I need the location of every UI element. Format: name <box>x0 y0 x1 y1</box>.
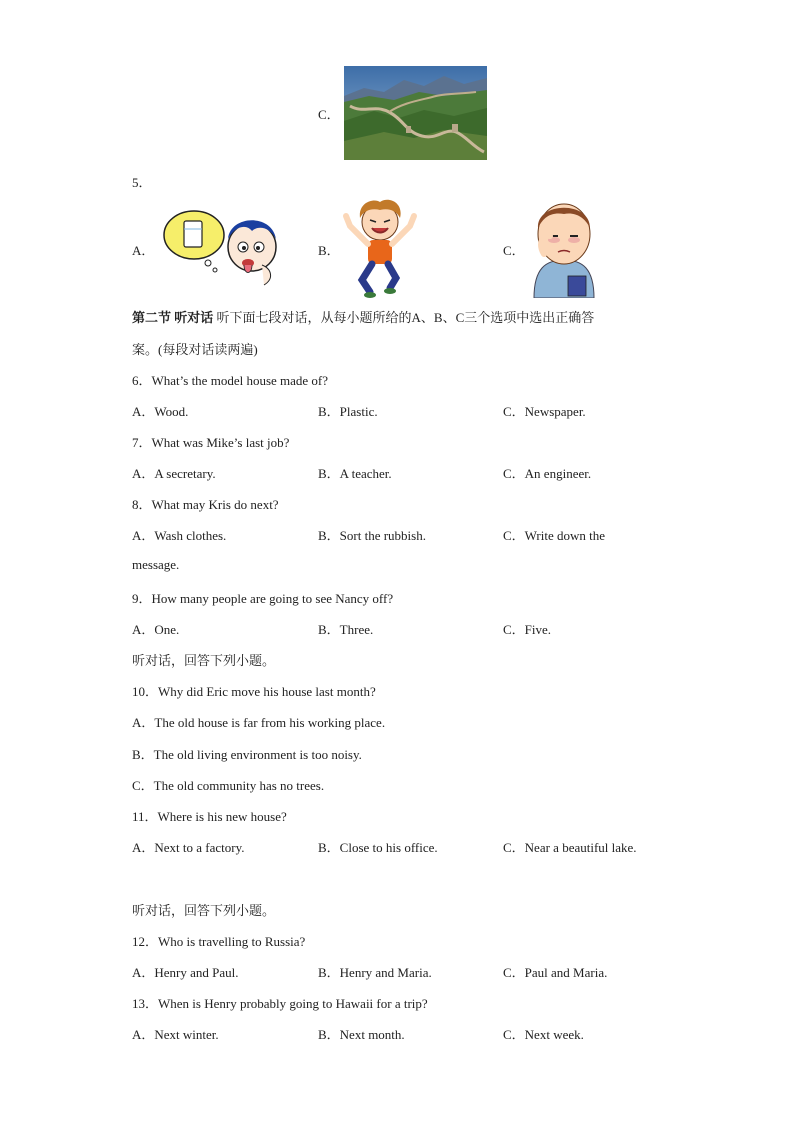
q6-option-b: B．Plastic. <box>318 404 378 419</box>
q12-option-a: A．Henry and Paul. <box>132 965 239 980</box>
q7-option-c: C．An engineer. <box>503 466 592 481</box>
q10-option-a: A．The old house is far from his working place. <box>132 715 386 730</box>
section2-heading: 第二节 听对话 <box>132 310 214 325</box>
q9-option-c: C．Five. <box>503 622 552 637</box>
q10-text: 10．Why did Eric move his house last month? <box>132 684 376 699</box>
section2-instruction-cont: 案。(每段对话读两遍) <box>132 342 258 357</box>
q11-option-a: A．Next to a factory. <box>132 840 245 855</box>
q10-option-b: B．The old living environment is too noisy. <box>132 747 362 762</box>
q5-option-a-label: A． <box>132 243 155 258</box>
q10-option-c: C．The old community has no trees. <box>132 778 325 793</box>
q8-option-a: A．Wash clothes. <box>132 528 227 543</box>
q4-option-c-label: C． <box>318 107 340 122</box>
q11-option-c: C．Near a beautiful lake. <box>503 840 637 855</box>
q8-text: 8．What may Kris do next? <box>132 497 279 512</box>
q6-option-a: A．Wood. <box>132 404 189 419</box>
great-wall-image <box>344 66 487 160</box>
q8-option-c: C．Write down the <box>503 528 606 543</box>
q12-text: 12．Who is travelling to Russia? <box>132 934 306 949</box>
q13-option-a: A．Next winter. <box>132 1027 219 1042</box>
q9-option-b: B．Three. <box>318 622 374 637</box>
q5-option-b-label: B． <box>318 243 340 258</box>
q6-text: 6．What’s the model house made of? <box>132 373 329 388</box>
q7-option-b: B．A teacher. <box>318 466 392 481</box>
q7-option-a: A．A secretary. <box>132 466 216 481</box>
happy-boy-image <box>340 196 420 300</box>
q11-option-b: B．Close to his office. <box>318 840 438 855</box>
q9-text: 9．How many people are going to see Nancy off? <box>132 591 394 606</box>
section2-instruction: 听下面七段对话，从每小题所给的A、B、C三个选项中选出正确答 <box>216 310 595 325</box>
q13-option-c: C．Next week. <box>503 1027 584 1042</box>
q12-option-c: C．Paul and Maria. <box>503 965 608 980</box>
thirsty-boy-image <box>160 205 280 290</box>
group1-intro: 听对话，回答下列小题。 <box>132 653 276 668</box>
q5-option-c-label: C． <box>503 243 525 258</box>
tired-boy-image <box>526 198 602 298</box>
section2-heading-line <box>132 307 594 326</box>
q12-option-b: B．Henry and Maria. <box>318 965 432 980</box>
q9-option-a: A．One. <box>132 622 180 637</box>
group2-intro: 听对话，回答下列小题。 <box>132 903 276 918</box>
q5-number: 5． <box>132 175 152 190</box>
q11-text: 11．Where is his new house? <box>132 809 287 824</box>
q8-option-c-cont: message. <box>132 557 180 572</box>
q7-text: 7．What was Mike’s last job? <box>132 435 290 450</box>
q13-option-b: B．Next month. <box>318 1027 405 1042</box>
q13-text: 13．When is Henry probably going to Hawaii for a trip? <box>132 996 428 1011</box>
q6-option-c: C．Newspaper. <box>503 404 586 419</box>
q8-option-b: B．Sort the rubbish. <box>318 528 426 543</box>
